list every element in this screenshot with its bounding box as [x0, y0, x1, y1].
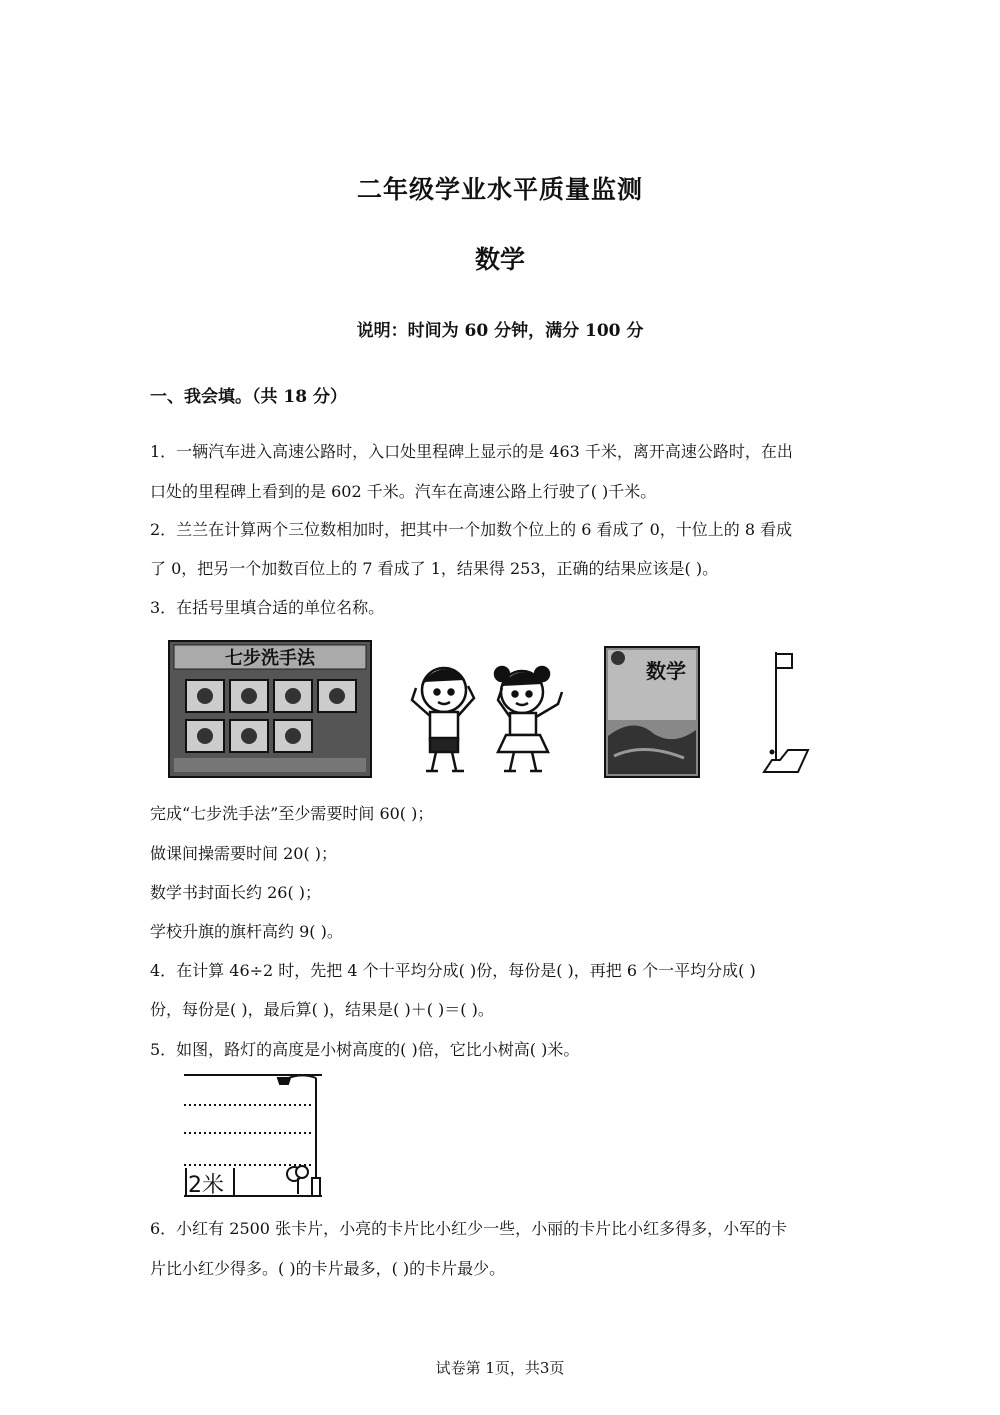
question-3-item-d: 学校升旗的旗杆高约 9( )。: [150, 922, 343, 941]
page-footer: 试卷第 1页，共3页: [435, 1359, 565, 1377]
question-2-line-1: 2．兰兰在计算两个三位数相加时，把其中一个加数个位上的 6 看成了 0，十位上的 8 看成: [150, 520, 793, 539]
figure-height-label: 2米: [188, 1173, 224, 1198]
question-1-line-1: 1．一辆汽车进入高速公路时，入口处里程碑上显示的是 463 千米，离开高速公路时，在出: [150, 442, 793, 461]
question-3-item-a: 完成“七步洗手法”至少需要时间 60( )；: [150, 804, 434, 823]
book-cover-title: 数学: [646, 659, 686, 683]
section-heading: 一、我会填。（共 18 分）: [150, 387, 347, 407]
question-6-line-1: 6．小红有 2500 张卡片，小亮的卡片比小红少一些，小丽的卡片比小红多得多，小军的卡: [150, 1219, 788, 1238]
question-2-line-2: 了 0，把另一个加数百位上的 7 看成了 1，结果得 253，正确的结果应该是( )。: [150, 559, 719, 578]
children-exercising-image: [402, 650, 580, 775]
handwashing-poster-image: [168, 640, 372, 778]
question-3-item-b: 做课间操需要时间 20( )；: [150, 844, 338, 863]
question-1-line-2: 口处的里程碑上看到的是 602 千米。汽车在高速公路上行驶了( )千米。: [150, 482, 657, 501]
question-6-line-2: 片比小红少得多。( )的卡片最多，( )的卡片最少。: [150, 1259, 506, 1278]
question-3-item-c: 数学书封面长约 26( )；: [150, 883, 322, 902]
question-5-line-1: 5．如图，路灯的高度是小树高度的( )倍，它比小树高( )米。: [150, 1040, 580, 1059]
subject-title: 数学: [474, 245, 525, 274]
math-book-cover-image: [604, 646, 700, 778]
exam-title: 二年级学业水平质量监测: [356, 175, 643, 204]
exam-instructions: 说明：时间为 60 分钟，满分 100 分: [356, 321, 644, 341]
flagpole-image: [762, 646, 828, 778]
street-lamp-tree-figure: [182, 1070, 330, 1200]
question-4-line-2: 份，每份是( )，最后算( )，结果是( )＋( )＝( )。: [150, 1000, 494, 1019]
question-3-line-1: 3．在括号里填合适的单位名称。: [150, 598, 385, 617]
poster-title-text: 七步洗手法: [225, 648, 315, 669]
question-4-line-1: 4．在计算 46÷2 时，先把 4 个十平均分成( )份，每份是( )，再把 6 个一平均分成( ): [150, 961, 756, 980]
